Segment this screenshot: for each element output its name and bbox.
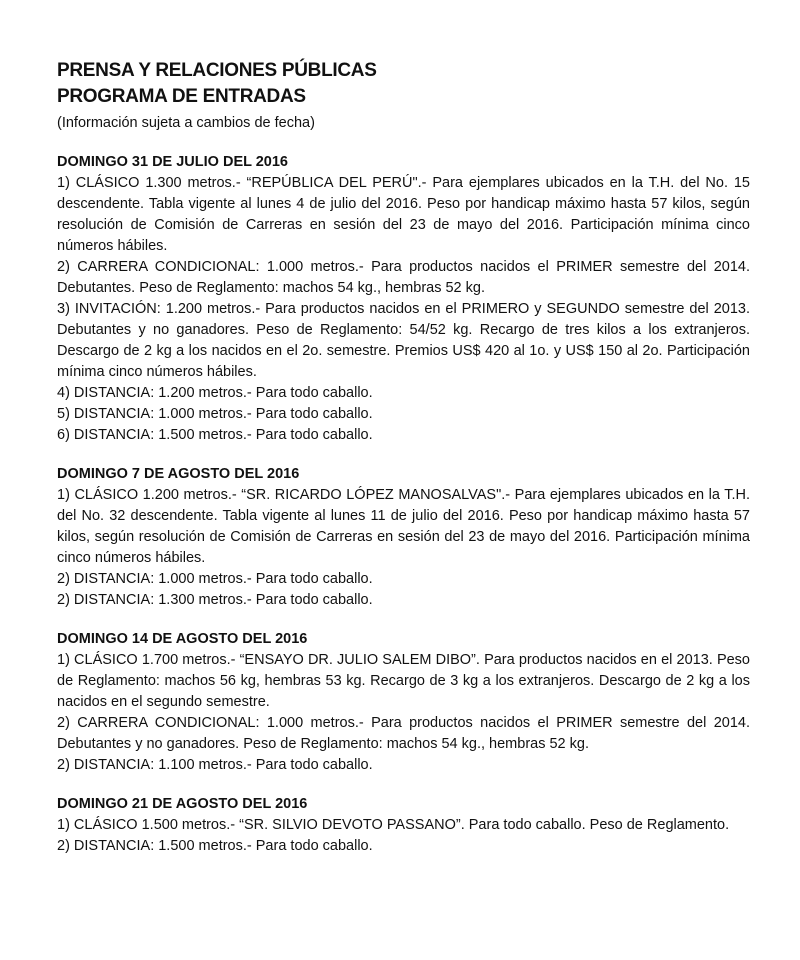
race-item: 4) DISTANCIA: 1.200 metros.- Para todo caballo. (57, 385, 373, 401)
document-title-line2: PROGRAMA DE ENTRADAS (57, 86, 306, 107)
race-item: 1) CLÁSICO 1.300 metros.- “REPÚBLICA DEL PERÚ".- Para ejemplares ubicados en la T.H. del No. 15 descendente. Tabla vigente al lunes 4 de julio del 2016. Peso por handicap máximo hasta 57 kilos, según resolución de Comisión de Carreras en sesión del 23 de mayo del 2016. Participación mínima cinco números hábiles. (57, 175, 750, 254)
race-item: 2) DISTANCIA: 1.000 metros.- Para todo caballo. (57, 571, 373, 587)
race-item: 2) CARRERA CONDICIONAL: 1.000 metros.- Para productos nacidos el PRIMER semestre del 2014. Debutantes y no ganadores. Peso de Reglamento: machos 54 kg., hembras 52 kg. (57, 715, 750, 752)
section-heading: DOMINGO 21 DE AGOSTO DEL 2016 (57, 796, 308, 812)
section-heading: DOMINGO 31 DE JULIO DEL 2016 (57, 154, 288, 170)
race-item: 1) CLÁSICO 1.500 metros.- “SR. SILVIO DEVOTO PASSANO”. Para todo caballo. Peso de Reglamento. (57, 817, 730, 833)
section-july-31 (57, 152, 750, 446)
race-item: 2) DISTANCIA: 1.100 metros.- Para todo caballo. (57, 757, 373, 773)
race-item: 1) CLÁSICO 1.200 metros.- “SR. RICARDO LÓPEZ MANOSALVAS".- Para ejemplares ubicados en la T.H. del No. 32 descendente. Tabla vigente al lunes 11 de julio del 2016. Peso por handicap máximo hasta 57 kilos, según resolución de Comisión de Carreras en sesión del 23 de mayo del 2016. Participación mínima cinco números hábiles. (57, 487, 750, 566)
document-title-line1: PRENSA Y RELACIONES PÚBLICAS (57, 60, 377, 81)
race-item: 6) DISTANCIA: 1.500 metros.- Para todo caballo. (57, 427, 373, 443)
race-item: 2) DISTANCIA: 1.500 metros.- Para todo caballo. (57, 838, 373, 854)
section-august-14 (57, 629, 750, 776)
disclaimer-note: (Información sujeta a cambios de fecha) (57, 115, 315, 131)
section-august-21 (57, 794, 750, 857)
race-item: 2) DISTANCIA: 1.300 metros.- Para todo caballo. (57, 592, 373, 608)
section-heading: DOMINGO 14 DE AGOSTO DEL 2016 (57, 631, 308, 647)
section-heading: DOMINGO 7 DE AGOSTO DEL 2016 (57, 466, 300, 482)
race-item: 5) DISTANCIA: 1.000 metros.- Para todo caballo. (57, 406, 373, 422)
race-item: 1) CLÁSICO 1.700 metros.- “ENSAYO DR. JULIO SALEM DIBO”. Para productos nacidos en el 2013. Peso de Reglamento: machos 56 kg, hembras 53 kg. Recargo de 3 kg a los extranjeros. Descargo de 2 kg a los nacidos en el segundo semestre. (57, 652, 750, 710)
section-august-7 (57, 464, 750, 611)
race-item: 2) CARRERA CONDICIONAL: 1.000 metros.- Para productos nacidos el PRIMER semestre del 2014. Debutantes. Peso de Reglamento: machos 54 kg., hembras 52 kg. (57, 259, 750, 296)
race-item: 3) INVITACIÓN: 1.200 metros.- Para productos nacidos en el PRIMERO y SEGUNDO semestre del 2013. Debutantes y no ganadores. Peso de Reglamento: 54/52 kg. Recargo de tres kilos a los extranjeros. Descargo de 2 kg a los nacidos en el 2o. semestre. Premios US$ 420 al 1o. y US$ 150 al 2o. Participación mínima cinco números hábiles. (57, 301, 750, 380)
